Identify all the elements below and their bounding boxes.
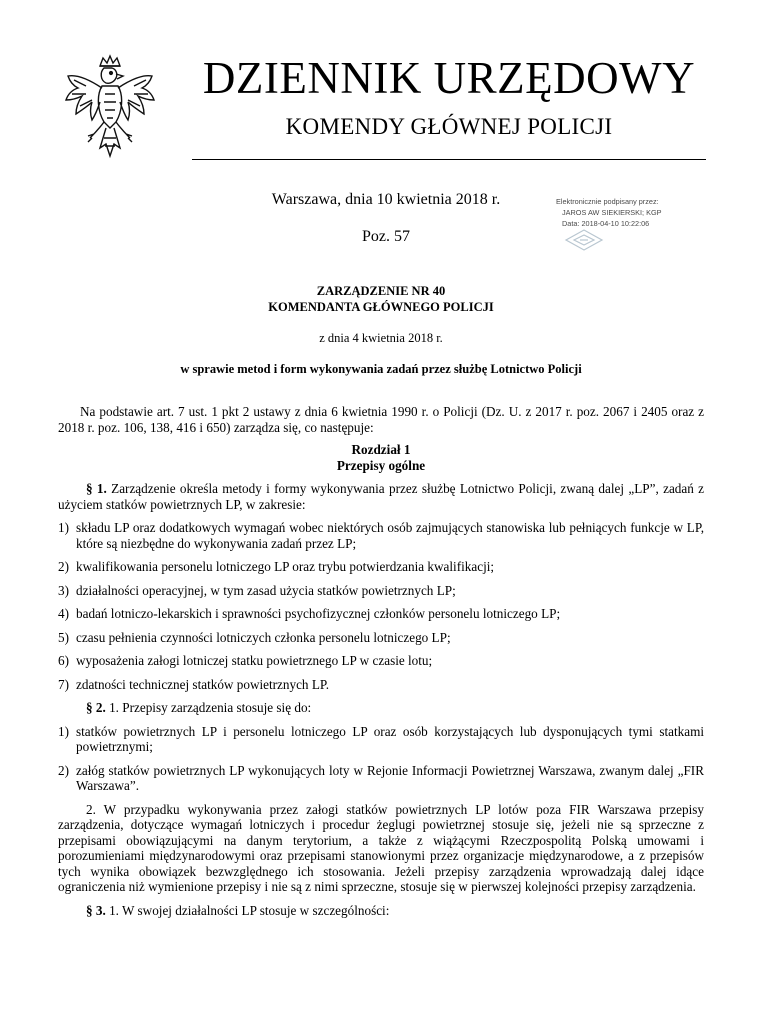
signature-label: Elektronicznie podpisany przez: <box>556 197 659 206</box>
journal-title: DZIENNIK URZĘDOWY <box>202 53 696 103</box>
list-item: 3) działalności operacyjnej, w tym zasad użycia statków powietrznych LP; <box>58 582 456 598</box>
section-1-paragraph <box>58 481 704 512</box>
publication-date: Warszawa, dnia 10 kwietnia 2018 r. <box>271 191 501 208</box>
section-2-paragraph <box>58 700 704 716</box>
section-3-paragraph <box>58 903 704 919</box>
signature-seal-icon <box>562 228 606 252</box>
signature-signer: JAROS AW SIEKIERSKI; KGP <box>562 208 662 217</box>
list-item: 5) czasu pełnienia czynności lotniczych członka personelu lotniczego LP; <box>58 629 451 645</box>
list-item: 6) wyposażenia załogi lotniczej statku powietrznego LP w czasie lotu; <box>58 653 433 668</box>
section-1-sign: § 1. <box>86 481 107 496</box>
section-2-sign: § 2. <box>86 700 106 715</box>
list-item: 1) statków powietrznych LP i personelu lotniczego LP oraz osób korzystających lub dysponujących tymi statkami powietrznymi; <box>58 723 704 754</box>
section-1-text: Zarządzenie określa metody i formy wykonywania przez służbę Lotnictwo Policji, zwaną dalej „LP”, zadań z użyciem statków powietrznych LP, w zakresie: <box>58 481 705 512</box>
chapter-number: Rozdział 1 <box>351 442 411 457</box>
chapter-heading <box>58 442 704 473</box>
order-date: z dnia 4 kwietnia 2018 r. <box>319 331 443 345</box>
section-3-sign: § 3. <box>86 902 106 918</box>
order-subject: w sprawie metod i form wykonywania zadań przez służbę Lotnictwo Policji <box>180 362 582 376</box>
list-item: 2) kwalifikowania personelu lotniczego LP oraz trybu potwierdzania kwalifikacji; <box>58 559 495 574</box>
order-issuer: KOMENDANTA GŁÓWNEGO POLICJI <box>268 300 494 314</box>
list-item: 4) badań lotniczo-lekarskich i sprawności psychofizycznej członków personelu lotniczego LP; <box>58 606 561 621</box>
position-number: Poz. 57 <box>362 228 410 245</box>
electronic-signature <box>556 196 716 254</box>
journal-subtitle: KOMENDY GŁÓWNEJ POLICJI <box>285 114 613 139</box>
section-2-paragraph-2: 2. W przypadku wykonywania przez załogi statków powietrznych LP lotów poza FIR Warszawa przepisy zarządzenia, dotyczące wymagań lotniczych i procedur żeglugi powietrznej stosuje się, jeżeli nie są sprzeczne z przepisami obowiązującymi na danym terytorium, a także z wiążącymi Rzeczpospolitą Polską umowami i porozumieniami międzynarodowymi oraz przepisami stanowionymi przez organizacje międzynarodowe, a z przepisów tych wynika obowiązek bezwzględnego ich stosowania. Jeżeli przepisy zarządzenia wprowadzają dalej idące ograniczenia niż wymienione przepisy i nie są z nimi sprzeczne, stosuje się w pierwszej kolejności przepisy zarządzenia. <box>58 801 704 894</box>
list-item: 1) składu LP oraz dodatkowych wymagań wobec niektórych osób zajmujących stanowiska lub pełniących funkcje w LP, które są niezbędne do wykonywania zadań przez LP; <box>58 520 704 551</box>
list-item: 2) załóg statków powietrznych LP wykonujących loty w Rejonie Informacji Powietrznej Warszawa, zwanym dalej „FIR Warszawa”. <box>58 762 704 793</box>
section-3-text: 1. W swojej działalności LP stosuje w szczególności: <box>109 902 390 918</box>
signature-date: Data: 2018-04-10 10:22:06 <box>562 219 650 228</box>
order-number: ZARZĄDZENIE NR 40 <box>316 284 446 298</box>
polish-eagle-emblem-icon <box>60 52 160 170</box>
chapter-title: Przepisy ogólne <box>336 457 426 473</box>
section-2-text: 1. Przepisy zarządzenia stosuje się do: <box>109 700 312 715</box>
legal-basis-paragraph: Na podstawie art. 7 ust. 1 pkt 2 ustawy z dnia 6 kwietnia 1990 r. o Policji (Dz. U. z 2017 r. poz. 2067 i 2405 oraz z 2018 r. poz. 106, 138, 416 i 650) zarządza się, co następuje: <box>58 404 704 435</box>
masthead-divider <box>192 159 706 160</box>
document-body <box>58 404 704 918</box>
list-item: 7) zdatności technicznej statków powietrznych LP. <box>58 676 330 692</box>
order-heading <box>58 283 704 315</box>
